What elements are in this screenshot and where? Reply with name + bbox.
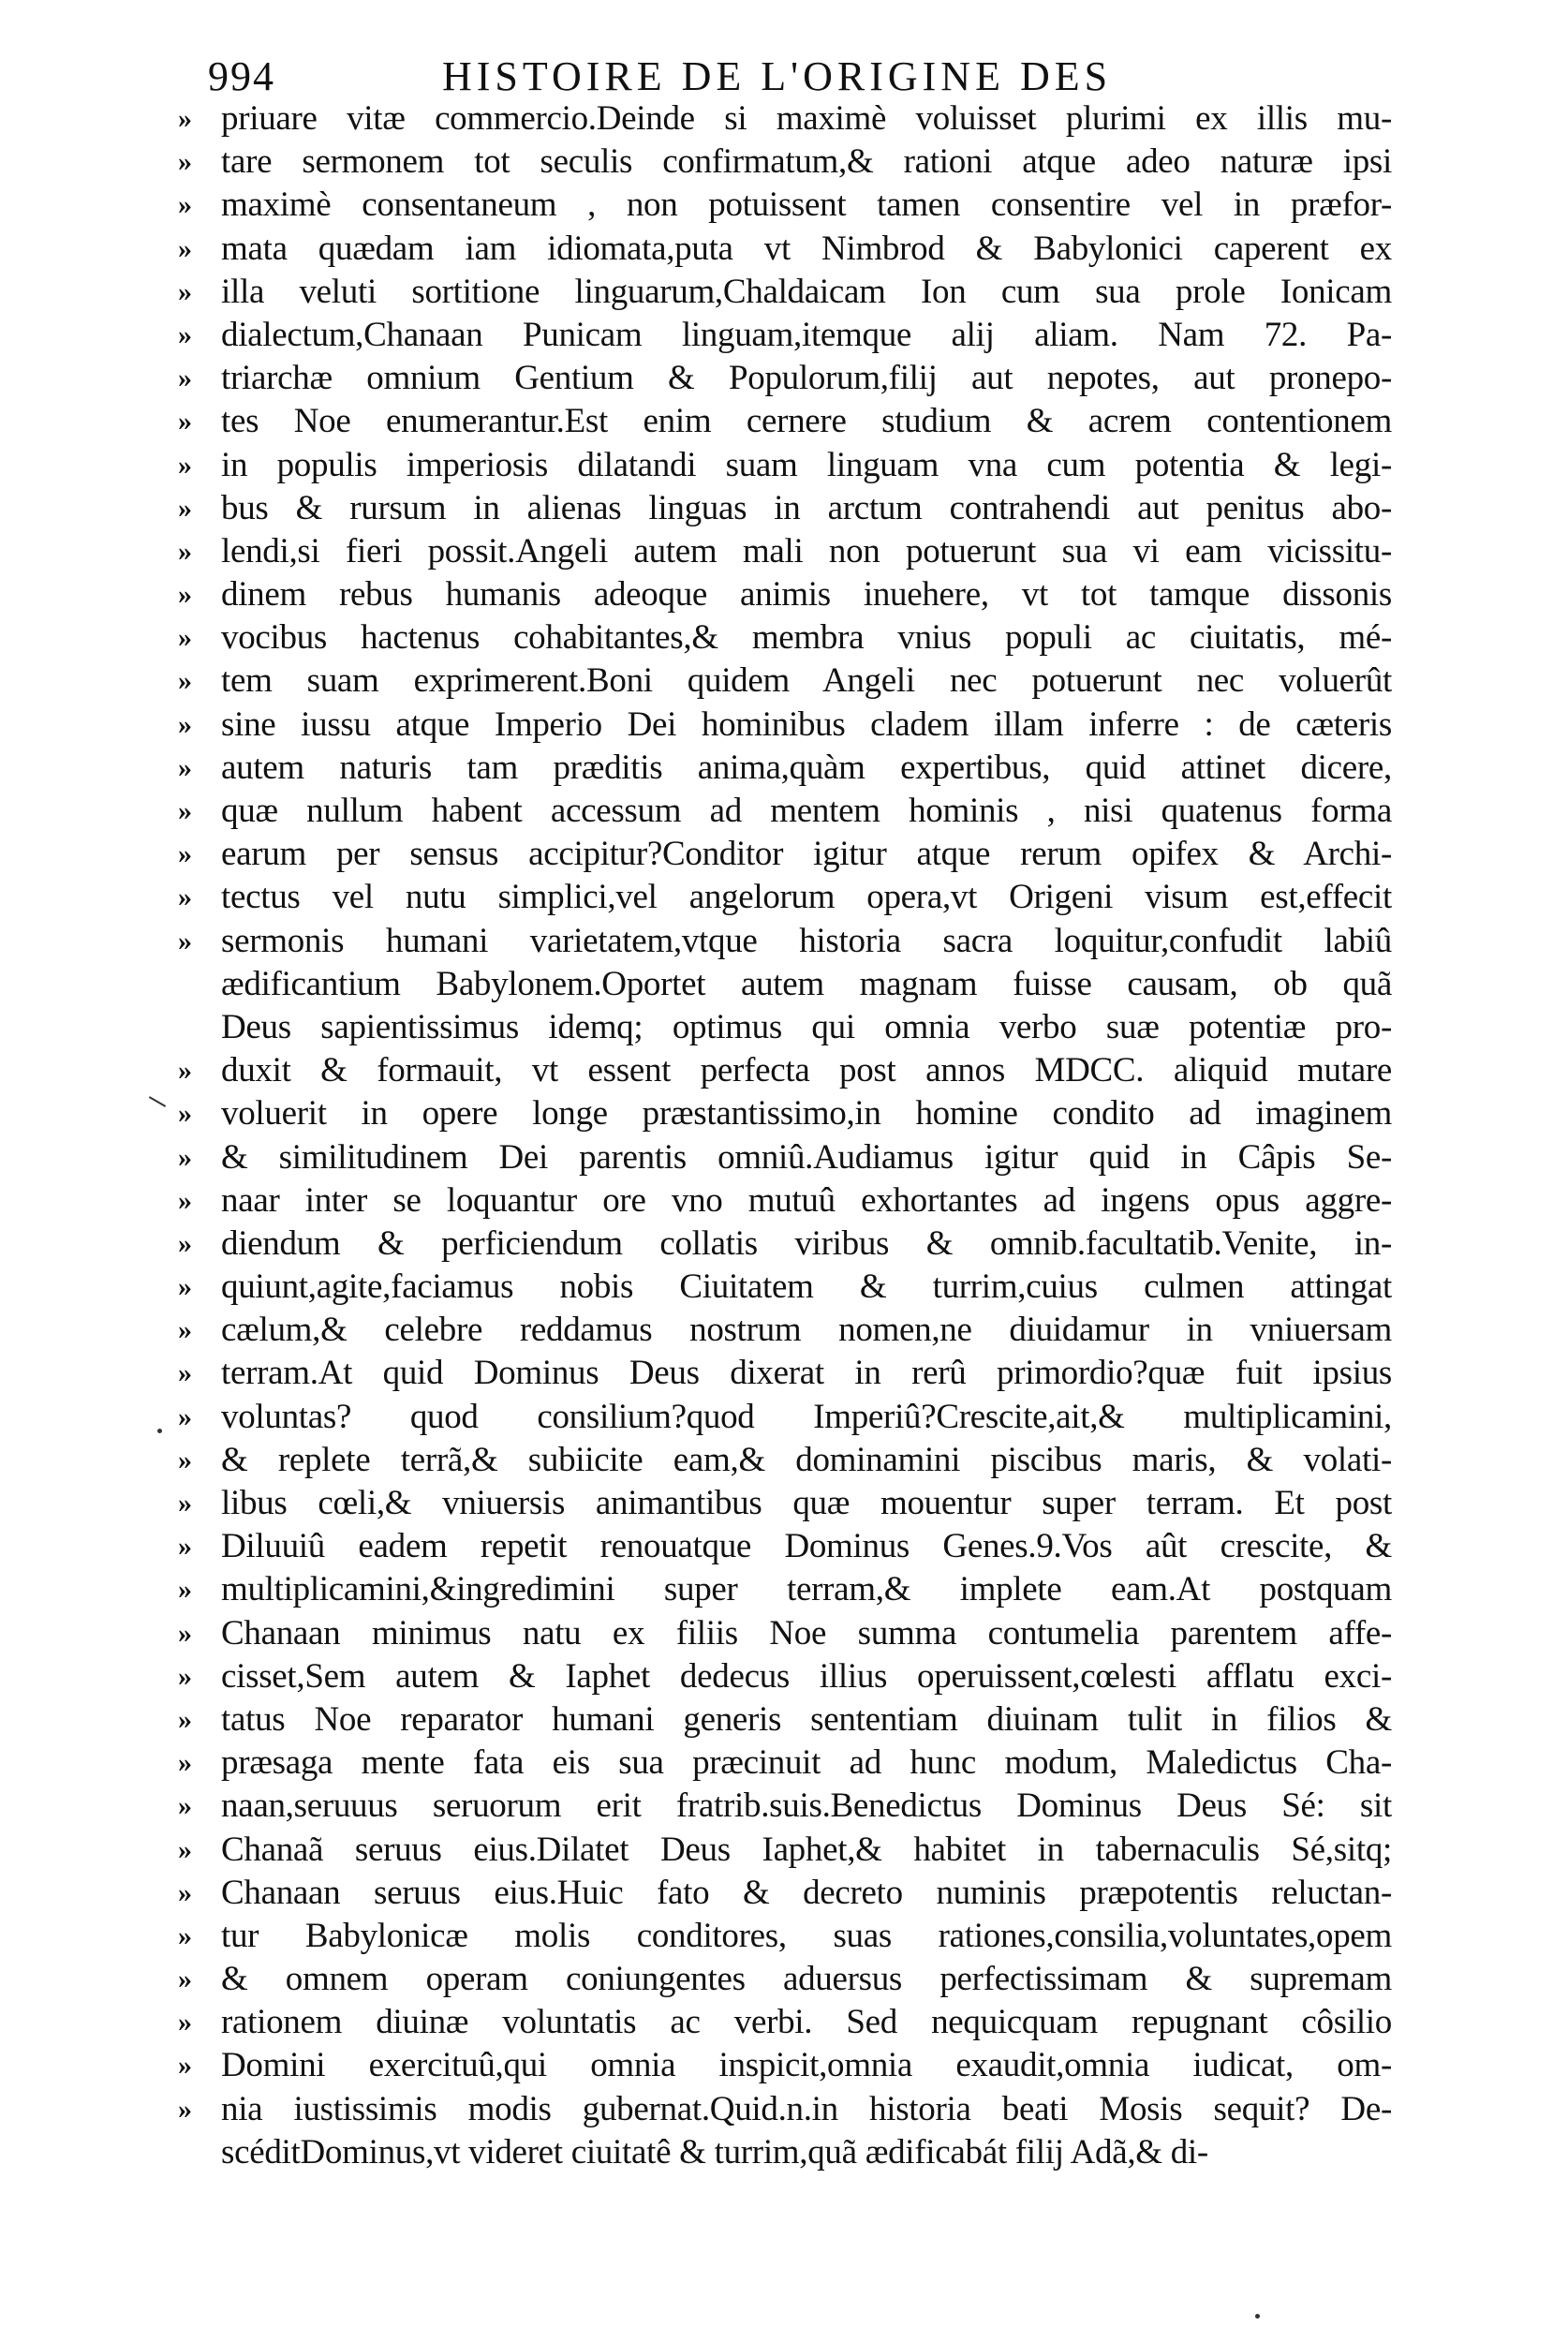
line-text: Chanaan minimus natu ex filiis Noe summa contumelia parentem affe- xyxy=(221,1613,1392,1653)
line-text: maximè consentaneum , non potuissent tamen consentire vel in præfor- xyxy=(221,185,1392,225)
quotation-mark: » xyxy=(178,103,192,134)
line-text: & replete terrã,& subiicite eam,& dominamini piscibus maris, & volati- xyxy=(221,1440,1392,1479)
text-line xyxy=(178,573,1396,616)
line-text: & omnem operam coniungentes aduersus perfectissimam & supremam xyxy=(221,1960,1392,1999)
text-line xyxy=(178,2001,1396,2044)
margin-dot xyxy=(1255,2314,1260,2319)
line-text: tare sermonem tot seculis confirmatum,& rationi atque adeo naturæ ipsi xyxy=(221,142,1392,182)
text-line xyxy=(178,357,1396,400)
line-text: cisset,Sem autem & Iaphet dedecus illius operuissent,cœlesti afflatu exci- xyxy=(221,1656,1392,1696)
text-line xyxy=(178,1958,1396,2001)
line-text: nia iustissimis modis gubernat.Quid.n.in historia beati Mosis sequit? De- xyxy=(221,2089,1392,2128)
quotation-mark: » xyxy=(178,1790,192,1822)
quotation-mark: » xyxy=(178,363,192,394)
text-line xyxy=(178,184,1396,227)
text-line xyxy=(178,1829,1396,1872)
quotation-mark: » xyxy=(178,275,192,307)
margin-dot xyxy=(157,1429,162,1433)
line-text: in populis imperiosis dilatandi suam linguam vna cum potentia & legi- xyxy=(221,445,1392,484)
quotation-mark: » xyxy=(178,708,192,740)
quotation-mark: » xyxy=(178,492,192,524)
text-line xyxy=(178,920,1396,963)
line-text: bus & rursum in alienas linguas in arctum contrahendi aut penitus abo- xyxy=(221,488,1392,527)
line-text: vocibus hactenus cohabitantes,& membra vnius populi ac ciuitatis, mé- xyxy=(221,618,1392,658)
text-line xyxy=(178,1309,1396,1352)
line-text: lendi,si fieri possit.Angeli autem mali non potuerunt sua vi eam vicissitu- xyxy=(221,531,1392,571)
text-line xyxy=(178,1396,1396,1439)
quotation-mark: » xyxy=(178,882,192,913)
quotation-mark: » xyxy=(178,319,192,350)
text-line xyxy=(178,1223,1396,1266)
quotation-mark: » xyxy=(178,535,192,567)
quotation-mark: » xyxy=(178,1574,192,1606)
margin-mark xyxy=(149,1096,166,1107)
line-text: tectus vel nutu simplici,vel angelorum opera,vt Origeni visum est,effecit xyxy=(221,878,1392,917)
quotation-mark: » xyxy=(178,622,192,654)
quotation-mark: » xyxy=(178,1271,192,1303)
text-line xyxy=(178,1872,1396,1915)
quotation-mark: » xyxy=(178,1920,192,1951)
text-line xyxy=(178,1352,1396,1395)
text-line xyxy=(178,1612,1396,1655)
line-text: diendum & perficiendum collatis viribus & omnib.facultatib.Venite, in- xyxy=(221,1223,1392,1263)
text-line xyxy=(178,1655,1396,1698)
line-text: multiplicamini,&ingredimini super terram,& implete eam.At postquam xyxy=(221,1570,1392,1609)
quotation-mark: » xyxy=(178,1357,192,1389)
text-line xyxy=(178,487,1396,530)
quotation-mark: » xyxy=(178,1660,192,1692)
text-line xyxy=(178,141,1396,184)
quotation-mark: » xyxy=(178,189,192,221)
text-line xyxy=(178,1785,1396,1828)
quotation-mark: » xyxy=(178,795,192,826)
quotation-mark: » xyxy=(178,838,192,870)
line-text: dinem rebus humanis adeoque animis inuehere, vt tot tamque dissonis xyxy=(221,575,1392,615)
text-line xyxy=(178,400,1396,443)
quotation-mark: » xyxy=(178,1876,192,1908)
running-head: HISTOIRE DE L'ORIGINE DES xyxy=(442,53,1113,99)
text-line xyxy=(178,1049,1396,1092)
quotation-mark: » xyxy=(178,1055,192,1087)
quotation-mark: » xyxy=(178,406,192,437)
line-text: terram.At quid Dominus Deus dixerat in rerû primordio?quæ fuit ipsius xyxy=(221,1354,1392,1393)
text-line xyxy=(178,1915,1396,1958)
page-header xyxy=(208,49,1379,105)
line-text: tatus Noe reparator humani generis sententiam diuinam tulit in filios & xyxy=(221,1699,1392,1739)
text-line xyxy=(178,1136,1396,1179)
line-text: tem suam exprimerent.Boni quidem Angeli nec potuerunt nec voluerût xyxy=(221,661,1392,701)
quotation-mark: » xyxy=(178,1314,192,1346)
line-text: sermonis humani varietatem,vtque historia sacra loquitur,confudit labiû xyxy=(221,921,1392,960)
line-text: mata quædam iam idiomata,puta vt Nimbrod & Babylonici caperent ex xyxy=(221,229,1392,268)
text-line xyxy=(178,1439,1396,1482)
text-line xyxy=(178,876,1396,919)
line-text: voluerit in opere longe præstantissimo,in homine condito ad imaginem xyxy=(221,1094,1392,1134)
line-text: Diluuiû eadem repetit renouatque Dominus Genes.9.Vos aût crescite, & xyxy=(221,1527,1392,1566)
line-text: Chanaan seruus eius.Huic fato & decreto numinis præpotentis reluctan- xyxy=(221,1873,1392,1912)
text-line xyxy=(178,1006,1396,1049)
quotation-mark: » xyxy=(178,1184,192,1216)
line-text: & similitudinem Dei parentis omniû.Audiamus igitur quid in Câpis Se- xyxy=(221,1137,1392,1177)
quotation-mark: » xyxy=(178,1531,192,1563)
line-text: Chanaã seruus eius.Dilatet Deus Iaphet,& habitet in tabernaculis Sé,sitq; xyxy=(221,1830,1392,1869)
line-text: voluntas? quod consilium?quod Imperiû?Crescite,ait,& multiplicamini, xyxy=(221,1397,1392,1436)
quotation-mark: » xyxy=(178,2093,192,2125)
line-text: præsaga mente fata eis sua præcinuit ad hunc modum, Maledictus Cha- xyxy=(221,1743,1392,1783)
page-number: 994 xyxy=(208,53,275,99)
quotation-mark: » xyxy=(178,1444,192,1475)
line-text: illa veluti sortitione linguarum,Chaldaicam Ion cum sua prole Ionicam xyxy=(221,272,1392,311)
text-line xyxy=(178,747,1396,790)
line-text: Domini exercituû,qui omnia inspicit,omnia exaudit,omnia iudicat, om- xyxy=(221,2046,1392,2085)
text-line xyxy=(178,314,1396,357)
text-line xyxy=(178,2088,1396,2131)
quotation-mark: » xyxy=(178,1227,192,1259)
line-text: naan,seruuus seruorum erit fratrib.suis.Benedictus Dominus Deus Sé: sit xyxy=(221,1786,1392,1826)
line-text: cælum,& celebre reddamus nostrum nomen,ne diuidamur in vniuersam xyxy=(221,1311,1392,1350)
text-line xyxy=(178,1092,1396,1135)
line-text: rationem diuinæ voluntatis ac verbi. Sed nequicquam repugnant côsilio xyxy=(221,2003,1392,2042)
line-text: dialectum,Chanaan Punicam linguam,itemque alij aliam. Nam 72. Pa- xyxy=(221,315,1392,354)
quotation-mark: » xyxy=(178,925,192,956)
line-text: autem naturis tam præditis anima,quàm expertibus, quid attinet dicere, xyxy=(221,748,1392,787)
line-text: priuare vitæ commercio.Deinde si maximè voluisset plurimi ex illis mu- xyxy=(221,99,1392,138)
text-line xyxy=(178,2131,1396,2174)
line-text: Deus sapientissimus idemq; optimus qui omnia verbo suæ potentiæ pro- xyxy=(221,1007,1392,1046)
line-text: naar inter se loquantur ore vno mutuû exhortantes ad ingens opus aggre- xyxy=(221,1180,1392,1220)
line-text: ædificantium Babylonem.Oportet autem magnam fuisse causam, ob quã xyxy=(221,964,1392,1003)
quotation-mark: » xyxy=(178,1703,192,1735)
line-text: tur Babylonicæ molis conditores, suas rationes,consilia,voluntates,opem xyxy=(221,1916,1392,1955)
quotation-mark: » xyxy=(178,1747,192,1779)
quotation-mark: » xyxy=(178,2007,192,2038)
text-line xyxy=(178,1179,1396,1223)
text-line xyxy=(178,271,1396,314)
text-line xyxy=(178,704,1396,747)
quotation-mark: » xyxy=(178,665,192,697)
text-line xyxy=(178,444,1396,487)
text-line xyxy=(178,1742,1396,1785)
text-line xyxy=(178,1266,1396,1309)
text-line xyxy=(178,963,1396,1006)
quotation-mark: » xyxy=(178,751,192,783)
text-line xyxy=(178,833,1396,876)
text-line xyxy=(178,1698,1396,1742)
text-line xyxy=(178,228,1396,271)
line-text: tes Noe enumerantur.Est enim cernere studium & acrem contentionem xyxy=(221,402,1392,441)
quotation-mark: » xyxy=(178,1401,192,1432)
quotation-mark: » xyxy=(178,1833,192,1865)
text-line xyxy=(178,616,1396,660)
line-text: earum per sensus accipitur?Conditor igitur atque rerum opifex & Archi- xyxy=(221,835,1392,874)
quotation-mark: » xyxy=(178,1098,192,1130)
text-line xyxy=(178,1525,1396,1568)
text-line xyxy=(178,1568,1396,1611)
quotation-mark: » xyxy=(178,1617,192,1649)
line-text: duxit & formauit, vt essent perfecta post annos MDCC. aliquid mutare xyxy=(221,1051,1392,1090)
quotation-mark: » xyxy=(178,1488,192,1519)
line-text: sine iussu atque Imperio Dei hominibus cladem illam inferre : de cæteris xyxy=(221,704,1392,744)
quotation-mark: » xyxy=(178,1964,192,1995)
text-line xyxy=(178,1482,1396,1525)
text-line xyxy=(178,790,1396,833)
text-line xyxy=(178,97,1396,141)
line-text: scéditDominus,vt videret ciuitatê & turrim,quã ædificabát filij Adã,& di- xyxy=(221,2132,1208,2172)
quotation-mark: » xyxy=(178,579,192,611)
text-line xyxy=(178,530,1396,573)
quotation-mark: » xyxy=(178,449,192,481)
line-text: libus cœli,& vniuersis animantibus quæ mouentur super terram. Et post xyxy=(221,1484,1392,1522)
quotation-mark: » xyxy=(178,232,192,264)
line-text: quiunt,agite,faciamus nobis Ciuitatem & turrim,cuius culmen attingat xyxy=(221,1267,1392,1307)
text-body xyxy=(178,97,1396,2174)
text-line xyxy=(178,2044,1396,2087)
quotation-mark: » xyxy=(178,2050,192,2082)
quotation-mark: » xyxy=(178,146,192,178)
quotation-mark: » xyxy=(178,1141,192,1173)
text-line xyxy=(178,660,1396,703)
line-text: triarchæ omnium Gentium & Populorum,filij aut nepotes, aut pronepo- xyxy=(221,359,1392,398)
line-text: quæ nullum habent accessum ad mentem hominis , nisi quatenus forma xyxy=(221,792,1392,830)
